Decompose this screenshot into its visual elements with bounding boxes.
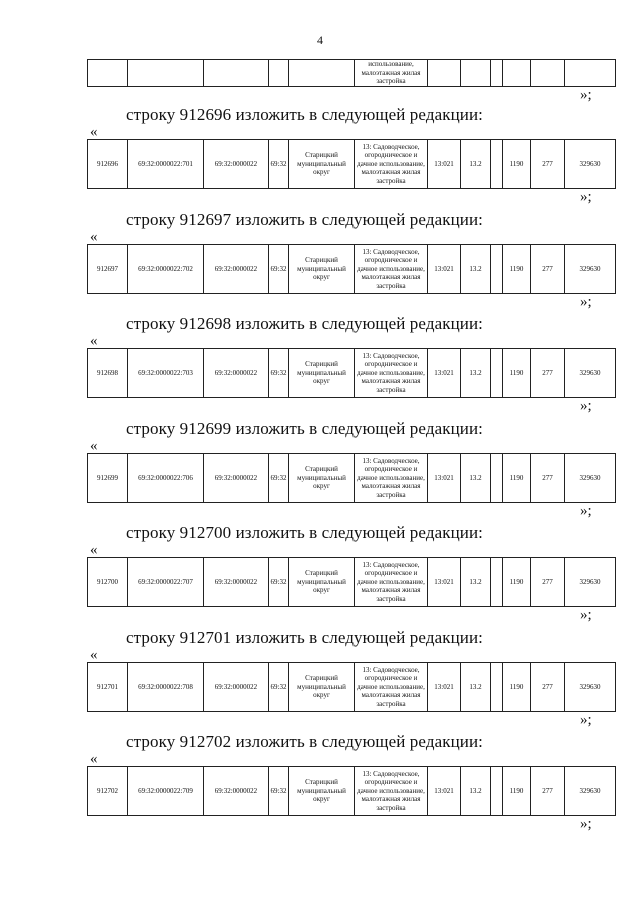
- id-cell: 912701: [88, 663, 128, 712]
- specific-value-cell: 277: [531, 454, 565, 503]
- closing-quote: »;: [580, 712, 592, 728]
- group-cell: 13:021: [428, 349, 461, 398]
- opening-quote: «: [90, 333, 98, 349]
- section-heading: строку 912700 изложить в следующей редакции:: [126, 523, 484, 542]
- district-cell: Старицкий муниципальный округ: [289, 140, 355, 189]
- table-row: [88, 245, 616, 294]
- cadastral-value-cell: 329630: [565, 767, 616, 816]
- subgroup-cell: 13.2: [461, 349, 491, 398]
- code-cell: 69:32: [269, 140, 289, 189]
- code-cell: 69:32: [269, 558, 289, 607]
- record-table: [87, 244, 616, 294]
- cad-number-cell: 69:32:0000022:702: [128, 245, 204, 294]
- closing-quote: »;: [580, 398, 592, 414]
- area-cell: 1190: [503, 767, 531, 816]
- opening-quote: «: [90, 124, 98, 140]
- district-cell: Старицкий муниципальный округ: [289, 558, 355, 607]
- group-cell: 13:021: [428, 558, 461, 607]
- id-cell: 912702: [88, 767, 128, 816]
- cad-number-cell: 69:32:0000022:706: [128, 454, 204, 503]
- opening-quote: «: [90, 542, 98, 558]
- cad-block-cell: 69:32:0000022: [204, 140, 269, 189]
- table-row: [88, 140, 616, 189]
- continuation-table: [87, 59, 616, 87]
- record-table: [87, 453, 616, 503]
- purpose-cell: 13: Садоводческое, огородническое и дачное использование, малоэтажная жилая застройка: [355, 245, 428, 294]
- purpose-cell: 13: Садоводческое, огородническое и дачное использование, малоэтажная жилая застройка: [355, 767, 428, 816]
- cadastral-value-cell: 329630: [565, 663, 616, 712]
- cad-number-cell: 69:32:0000022:707: [128, 558, 204, 607]
- empty-cell: [491, 140, 503, 189]
- purpose-cell: 13: Садоводческое, огородническое и дачное использование, малоэтажная жилая застройка: [355, 663, 428, 712]
- closing-quote: »;: [580, 816, 592, 832]
- specific-value-cell: 277: [531, 140, 565, 189]
- district-cell: Старицкий муниципальный округ: [289, 663, 355, 712]
- code-cell: 69:32: [269, 663, 289, 712]
- opening-quote: «: [90, 751, 98, 767]
- cad-number-cell: 69:32:0000022:709: [128, 767, 204, 816]
- record-table: [87, 766, 616, 816]
- empty-cell: [491, 558, 503, 607]
- closing-quote: »;: [580, 607, 592, 623]
- purpose-cell: использование, малоэтажная жилая застройка: [355, 60, 428, 87]
- purpose-cell: 13: Садоводческое, огородническое и дачное использование, малоэтажная жилая застройка: [355, 140, 428, 189]
- area-cell: 1190: [503, 349, 531, 398]
- code-cell: 69:32: [269, 245, 289, 294]
- group-cell: 13:021: [428, 663, 461, 712]
- record-table: [87, 348, 616, 398]
- cad-block-cell: 69:32:0000022: [204, 349, 269, 398]
- specific-value-cell: 277: [531, 245, 565, 294]
- specific-value-cell: 277: [531, 767, 565, 816]
- empty-cell: [491, 245, 503, 294]
- specific-value-cell: 277: [531, 663, 565, 712]
- subgroup-cell: 13.2: [461, 767, 491, 816]
- opening-quote: «: [90, 438, 98, 454]
- cadastral-value-cell: 329630: [565, 349, 616, 398]
- code-cell: 69:32: [269, 767, 289, 816]
- table-row: [88, 663, 616, 712]
- cadastral-value-cell: 329630: [565, 454, 616, 503]
- cadastral-value-cell: 329630: [565, 558, 616, 607]
- subgroup-cell: 13.2: [461, 454, 491, 503]
- section-heading: строку 912699 изложить в следующей редакции:: [126, 419, 484, 438]
- cadastral-value-cell: 329630: [565, 140, 616, 189]
- area-cell: 1190: [503, 454, 531, 503]
- subgroup-cell: 13.2: [461, 140, 491, 189]
- id-cell: 912698: [88, 349, 128, 398]
- purpose-cell: 13: Садоводческое, огородническое и дачное использование, малоэтажная жилая застройка: [355, 454, 428, 503]
- cad-number-cell: 69:32:0000022:703: [128, 349, 204, 398]
- subgroup-cell: 13.2: [461, 663, 491, 712]
- purpose-cell: 13: Садоводческое, огородническое и дачное использование, малоэтажная жилая застройка: [355, 349, 428, 398]
- empty-cell: [491, 663, 503, 712]
- cad-block-cell: 69:32:0000022: [204, 558, 269, 607]
- id-cell: 912697: [88, 245, 128, 294]
- id-cell: 912696: [88, 140, 128, 189]
- specific-value-cell: 277: [531, 349, 565, 398]
- district-cell: Старицкий муниципальный округ: [289, 245, 355, 294]
- record-table: [87, 662, 616, 712]
- record-table: [87, 139, 616, 189]
- code-cell: 69:32: [269, 349, 289, 398]
- closing-quote: »;: [580, 87, 592, 103]
- purpose-cell: 13: Садоводческое, огородническое и дачное использование, малоэтажная жилая застройка: [355, 558, 428, 607]
- section-heading: строку 912698 изложить в следующей редакции:: [126, 314, 484, 333]
- group-cell: 13:021: [428, 767, 461, 816]
- empty-cell: [491, 454, 503, 503]
- specific-value-cell: 277: [531, 558, 565, 607]
- area-cell: 1190: [503, 663, 531, 712]
- area-cell: 1190: [503, 558, 531, 607]
- district-cell: Старицкий муниципальный округ: [289, 349, 355, 398]
- cad-block-cell: 69:32:0000022: [204, 663, 269, 712]
- closing-quote: »;: [580, 294, 592, 310]
- id-cell: 912699: [88, 454, 128, 503]
- section-heading: строку 912696 изложить в следующей редакции:: [126, 105, 484, 124]
- cad-block-cell: 69:32:0000022: [204, 767, 269, 816]
- group-cell: 13:021: [428, 454, 461, 503]
- table-row: [88, 454, 616, 503]
- area-cell: 1190: [503, 245, 531, 294]
- cad-number-cell: 69:32:0000022:701: [128, 140, 204, 189]
- empty-cell: [491, 767, 503, 816]
- id-cell: 912700: [88, 558, 128, 607]
- section-heading: строку 912701 изложить в следующей редакции:: [126, 628, 484, 647]
- section-heading: строку 912702 изложить в следующей редакции:: [126, 732, 484, 751]
- table-row: [88, 60, 616, 87]
- table-row: [88, 558, 616, 607]
- closing-quote: »;: [580, 189, 592, 205]
- cad-number-cell: 69:32:0000022:708: [128, 663, 204, 712]
- cad-block-cell: 69:32:0000022: [204, 245, 269, 294]
- table-row: [88, 349, 616, 398]
- district-cell: Старицкий муниципальный округ: [289, 454, 355, 503]
- closing-quote: »;: [580, 503, 592, 519]
- page-number: 4: [317, 33, 323, 47]
- area-cell: 1190: [503, 140, 531, 189]
- empty-cell: [491, 349, 503, 398]
- section-heading: строку 912697 изложить в следующей редакции:: [126, 210, 484, 229]
- record-table: [87, 557, 616, 607]
- opening-quote: «: [90, 647, 98, 663]
- cadastral-value-cell: 329630: [565, 245, 616, 294]
- subgroup-cell: 13.2: [461, 558, 491, 607]
- group-cell: 13:021: [428, 140, 461, 189]
- subgroup-cell: 13.2: [461, 245, 491, 294]
- cad-block-cell: 69:32:0000022: [204, 454, 269, 503]
- district-cell: Старицкий муниципальный округ: [289, 767, 355, 816]
- group-cell: 13:021: [428, 245, 461, 294]
- opening-quote: «: [90, 229, 98, 245]
- code-cell: 69:32: [269, 454, 289, 503]
- table-row: [88, 767, 616, 816]
